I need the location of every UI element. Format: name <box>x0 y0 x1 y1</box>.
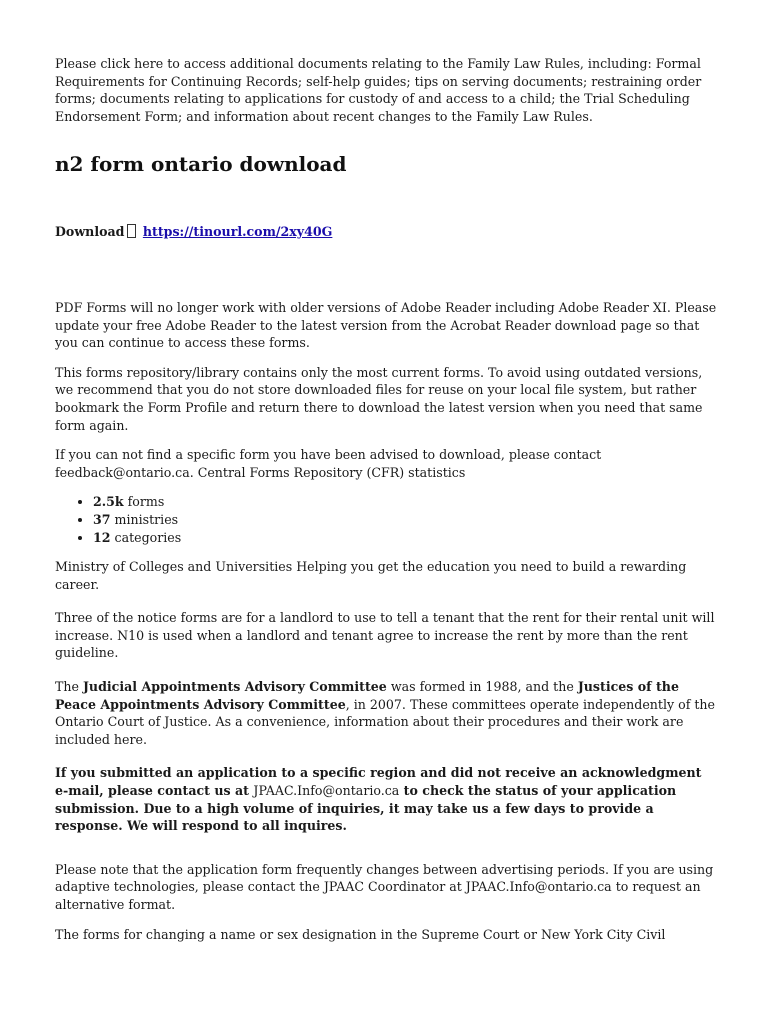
committee-bold-name: Justices of the Peace Appointments Advisory Committee <box>55 679 679 712</box>
list-item <box>93 493 719 511</box>
list-item <box>93 529 719 547</box>
notice-paragraph: Three of the notice forms are for a landlord to use to tell a tenant that the rent for their rental unit will increase. N10 is used when a landlord and tenant agree to increase the rent by more than the rent guideline. <box>55 610 715 661</box>
stat-value: 37 <box>93 511 111 527</box>
download-line <box>55 223 719 241</box>
committee-text: was formed in 1988, and the <box>386 679 578 695</box>
forms-paragraph: The forms for changing a name or sex designation in the Supreme Court or New York City Civil <box>55 926 666 942</box>
ministry-paragraph: Ministry of Colleges and Universities Helping you get the education you need to build a rewarding career. <box>55 559 687 592</box>
note-paragraph: Please note that the application form frequently changes between advertising periods. If you are using adaptive technologies, please contact the JPAAC Coordinator at JPAAC.Info@ontario.ca to request an alternative format. <box>55 861 714 912</box>
submitted-bold-text: to check the status of your application submission. Due to a high volume of inquiries, it may take us a few days to provide a response. We will respond to all inquires. <box>55 783 677 834</box>
list-item <box>93 511 719 529</box>
stat-label: categories <box>110 529 182 545</box>
stat-label: ministries <box>110 511 179 527</box>
document-page <box>55 55 719 943</box>
download-link[interactable]: https://tinourl.com/2xy40G <box>142 224 333 240</box>
repository-paragraph: This forms repository/library contains only the most current forms. To avoid using outdated versions, we recommend that you do not store downloaded files for reuse on your local file system, but rather bookmark the Form Profile and return there to download the latest version when you need that same form again. <box>55 364 703 433</box>
committee-bold-name: Judicial Appointments Advisory Committee <box>82 679 387 695</box>
download-label: Download <box>55 224 125 240</box>
pdf-paragraph: PDF Forms will no longer work with older versions of Adobe Reader including Adobe Reader XI. Please update your free Adobe Reader to the latest version from the Acrobat Reader download page so that you can continue to access these forms. <box>55 299 717 351</box>
submitted-paragraph <box>55 764 719 834</box>
stat-value: 12 <box>93 529 111 545</box>
stats-list <box>55 493 719 546</box>
contact-paragraph: If you can not find a specific form you have been advised to download, please contact feedback@ontario.ca. Central Forms Repository (CFR) statistics <box>55 447 602 480</box>
committee-paragraph <box>55 678 719 748</box>
committee-text: The <box>55 679 83 695</box>
committee-text: , in 2007. These committees operate independently of the Ontario Court of Justice. As a convenience, information about their procedures and their work are included here. <box>55 696 715 747</box>
page-heading: n2 form ontario download <box>55 152 347 177</box>
intro-paragraph: Please click here to access additional documents relating to the Family Law Rules, including: Formal Requirements for Continuing Records; self-help guides; tips on serving documents; restraining order forms; documents relating to applications for custody of and access to a child; the Trial Scheduling Endorsement Form; and information about recent changes to the Family Law Rules. <box>55 56 702 124</box>
contact-email: JPAAC.Info@ontario.ca <box>253 783 400 799</box>
submitted-bold-text: If you submitted an application to a specific region and did not receive an acknowledgment e-mail, please contact us at <box>55 765 702 799</box>
stat-label: forms <box>123 494 165 510</box>
stat-value: 2.5k <box>93 494 124 510</box>
missing-glyph-icon <box>127 224 136 238</box>
